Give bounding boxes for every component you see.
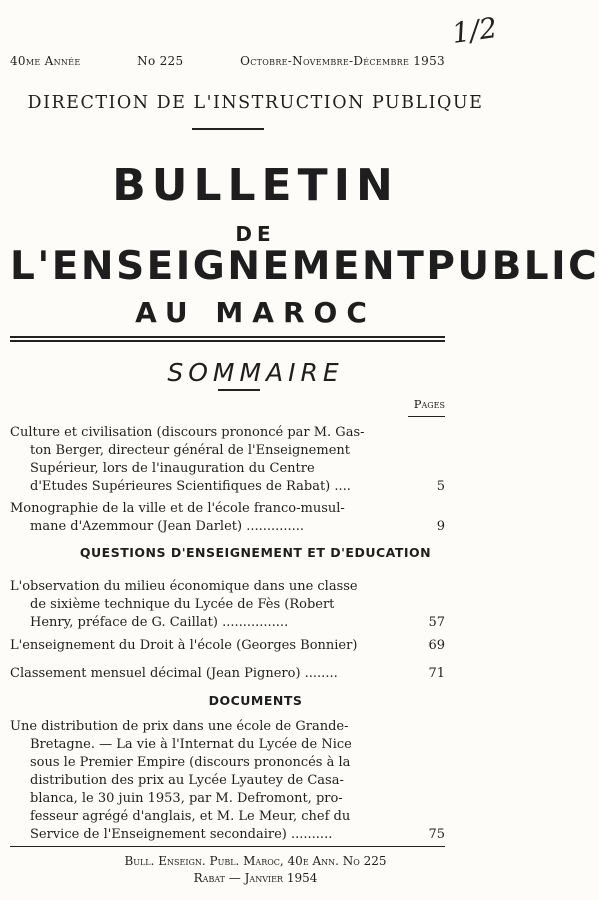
toc-line: sous le Premier Empire (discours prononcés à la (30, 755, 351, 770)
toc-entry-monographie (10, 500, 445, 536)
toc-line: L'enseignement du Droit à l'école (Georges Bonnier) (10, 638, 358, 653)
toc-line: ton Berger, directeur général de l'Enseignement (30, 443, 350, 458)
title-enseignement: L'ENSEIGNEMENT (10, 244, 427, 289)
toc-line: Classement mensuel décimal (Jean Pignero) ........ (10, 666, 338, 681)
toc-line: blanca, le 30 juin 1953, par M. Defromont, pro- (30, 791, 343, 806)
toc-line: Culture et civilisation (discours prononcé par M. Gas- (10, 425, 365, 440)
toc-line: distribution des prix au Lycée Lyautey de Casa- (30, 773, 344, 788)
handwritten-annotation: 1/2 (449, 11, 500, 50)
toc-line: Une distribution de prix dans une école de Grande- (10, 719, 349, 734)
title-public: PUBLIC (426, 244, 599, 289)
toc-page-number: 57 (428, 615, 445, 630)
title-au-maroc: AU MAROC (135, 296, 376, 329)
footer-line-1: Bull. Enseign. Publ. Maroc, 40e Ann. No 225 (124, 854, 387, 868)
toc-page-number: 69 (428, 638, 445, 653)
title-de: DE (235, 222, 276, 246)
footer-line-2: Rabat — Janvier 1954 (193, 871, 318, 885)
toc-entry-droit (10, 637, 445, 655)
sommaire-title: SOMMAIRE (167, 358, 344, 387)
title-bulletin: BULLETIN (112, 160, 399, 211)
toc-entry-culture (10, 424, 445, 496)
footer-rule (10, 846, 445, 847)
toc-page-number: 71 (428, 666, 445, 681)
table-of-contents (10, 0, 445, 900)
pages-column-header: Pages (413, 397, 445, 411)
toc-line: Service de l'Enseignement secondaire) .......... (30, 827, 333, 842)
toc-line: L'observation du milieu économique dans une classe (10, 579, 358, 594)
issue-period: Octobre-Novembre-Décembre 1953 (240, 54, 445, 68)
toc-page-number: 75 (428, 827, 445, 842)
toc-page-number: 5 (436, 479, 445, 494)
toc-entry-classement (10, 665, 445, 683)
footer-citation (0, 853, 511, 887)
direction-heading: DIRECTION DE L'INSTRUCTION PUBLIQUE (27, 93, 484, 113)
toc-line: Monographie de la ville et de l'école franco-musul- (10, 501, 345, 516)
issue-year: 40me Année (10, 54, 81, 68)
toc-line: d'Etudes Supérieures Scientifiques de Rabat) .... (30, 479, 351, 494)
toc-line: Henry, préface de G. Caillat) ................ (30, 615, 289, 630)
toc-entry-distribution (10, 718, 445, 844)
section-heading-documents: DOCUMENTS (208, 693, 303, 708)
toc-page-number: 9 (436, 519, 445, 534)
issue-number: No 225 (137, 54, 184, 68)
toc-entry-observation (10, 578, 445, 632)
toc-line: fesseur agrégé d'anglais, et M. Le Meur, chef du (30, 809, 351, 824)
toc-line: de sixième technique du Lycée de Fès (Robert (30, 597, 335, 612)
section-heading-questions: QUESTIONS D'ENSEIGNEMENT ET D'EDUCATION (79, 545, 432, 560)
toc-line: mane d'Azemmour (Jean Darlet) .............. (30, 519, 305, 534)
toc-line: Bretagne. — La vie à l'Internat du Lycée de Nice (30, 737, 352, 752)
toc-line: Supérieur, lors de l'inauguration du Centre (30, 461, 315, 476)
